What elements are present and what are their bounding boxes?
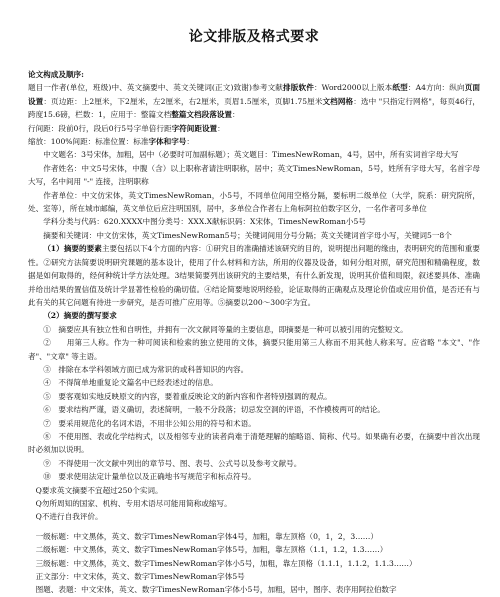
bold-text: 页面设置 [28, 83, 481, 106]
text: ：页边距：上2厘米，下2厘米，左2厘米，右2厘米，页眉1.5厘米，页脚1.75厘米 [43, 96, 323, 106]
paragraph [28, 497, 480, 510]
paragraph [28, 583, 480, 596]
paragraph [28, 229, 480, 242]
paragraph [28, 81, 480, 121]
text: ： [217, 123, 225, 133]
paragraph [28, 122, 480, 135]
text: ⑩ 要求使用法定计量单位以及正确地书写规范字和标点符号。 [43, 472, 256, 482]
paragraph [28, 242, 480, 309]
text: ⑥ 要求结构严谨，语义确切，表述简明，一般不分段落；切忌发空洞的评语，不作模棱两可的结论。 [43, 405, 385, 415]
text: ：A4方向：纵向 [407, 83, 465, 93]
paragraph [28, 336, 480, 363]
text: 学科分类与代码：620.XXXX中图分类号：XXX.X献标识码：X宋体，TimesNewRoman小5号 [43, 217, 366, 227]
text: Q勿所周知的国家、机构、专用术语尽可能用简称或缩写。 [35, 499, 232, 508]
paragraph [28, 417, 480, 430]
paragraph [28, 570, 480, 583]
text: 中文题名：3号宋体，加粗，居中（必要时可加副标题）；英文题目：TimesNewRoman，4号，居中，所有实词首字母大写 [43, 150, 459, 160]
paragraph [28, 376, 480, 389]
bold-text: 排版软件 [283, 83, 314, 93]
text: 正文部分：中文宋体，英文、数字TimesNewRoman字体5号 [35, 572, 245, 582]
bold-text: 字体和字号 [148, 137, 187, 147]
paragraph [28, 363, 480, 376]
paragraph [28, 470, 480, 483]
text: 图题、表题：中文宋体，英文、数字TimesNewRoman字体小5号，加粗，居中，图序、表序用阿拉伯数字 [35, 585, 397, 595]
text: Q不进行自我评价。 [35, 512, 103, 522]
paragraph [28, 484, 480, 497]
text: Q要求英文摘要不宜超过250个实词。 [35, 485, 163, 495]
paragraph [28, 430, 480, 457]
paragraph [28, 309, 480, 322]
paragraph [28, 557, 480, 570]
text: 一级标题：中文黑体，英文、数字TimesNewRoman字体4号，加粗，靠左顶格（0，1，2，3……） [35, 531, 378, 541]
text: ： [186, 137, 194, 147]
text: ：选中 "只指定行网格"，每页46行，跨度15.6磅，栏数：1，应用于：整篇文档 [28, 96, 481, 120]
text: 摘要和关键词：中文仿宋体，英文TimesNewRoman5号；关键词间用分号分隔；英文关键词首字母小写，关键词5一8个 [43, 230, 452, 240]
paragraph [28, 543, 480, 556]
bold-text: 摘要的撰写要求 [63, 311, 117, 321]
paragraph [28, 530, 480, 543]
text: 缩放：100%间距：标准位置：标准 [28, 137, 149, 147]
text: ③ 排除在本学科领域方面已成为常识的或科普知识的内容。 [43, 364, 249, 374]
bold-text: （2） [43, 311, 64, 321]
document-body [28, 68, 480, 597]
text: 作者姓名：中文5号宋体，中腹（含）以上职称者请注明职称，居中；英文TimesNewRoman，5号，姓所有字母大写，名首字母大写，名中间用 "-" 连接，注明职称 [28, 163, 480, 187]
text: ⑨ 不得使用一次文献中列出的章节号、图、表号、公式号以及参考文献号。 [43, 458, 302, 468]
text: ④ 不得简单地重复论文篇名中已经表述过的信息。 [43, 378, 218, 388]
text: 题目一作者(单位，班级)中、英文摘要中、英文关键词(正文)致谢)参考文献 [28, 83, 284, 93]
bold-text: 整篇文档段落设置 [171, 110, 232, 120]
paragraph [28, 68, 480, 81]
text: ① 摘要应具有独立性和自明性，并拥有一次文献同等量的主要信息，即摘要是一种可以被引用的完整短文。 [43, 324, 408, 334]
text: 主要包括以下4个方面的内容：①研究目的准确描述该研究的目的，说明提出问题的缘由，表明研究的范围和重要性。②研究方法简要说明研究课题的基本设计，使用了什么材料和方法，所用的仪器及设备，如何分组对照，研究范围和精确程度，数据是如何取得的，经何种统计学方法处理。3结果简要列出该研究的主要结果，有什么新发现，说明其价值和局限，叙述要具体、准确并给出结果的置信值及统计学显著性检验的确切值。④结论简要地说明经验，论证取得的正确观点及理论价值或应用价值，是否还有与此有关的其它问题有待进一步研究，是否可推广应用等。⑤摘要以200～300字为宜。 [28, 244, 480, 307]
bold-text: （1） [43, 244, 64, 254]
text: 行间距：段前0行，段后0行5号字单倍行距 [28, 123, 172, 133]
paragraph [28, 403, 480, 416]
paragraph [28, 390, 480, 403]
paragraph [28, 189, 480, 216]
bold-text: 字符间距设置 [171, 123, 218, 133]
text: ： [232, 110, 240, 120]
paragraph [28, 323, 480, 336]
paragraph [28, 457, 480, 470]
document-title: 论文排版及格式要求 [188, 29, 320, 45]
text: 三级标题：中文黑体，英文、数字TimesNewRoman字体小5号，加粗，靠左顶格（1.1.1，1.1.2，1.1.3……） [35, 558, 417, 568]
text: 作者单位：中文仿宋体，英文TimesNewRoman，小5号，不同单位间用空格分隔，要标明二级单位（大学，院系：研究院所，处、室等），所在城市邮编，英文单位后应注明国别，居中，多单位合作者右上角标阿拉伯数字区分，一名作者可多单位 [28, 190, 480, 214]
paragraph [28, 162, 480, 189]
paragraph [28, 135, 480, 148]
text: 二级标题：中文黑体，英文、数字TimesNewRoman字体5号，加粗，靠左顶格（1.1，1.2，1.3……） [35, 545, 388, 555]
text: ⑧ 不使用图、表或化学结构式，以及相邻专业的读者尚难于清楚理解的缩略语、简称、代号。如果确有必要，在摘要中首次出现时必须加以说明。 [28, 431, 480, 455]
paragraph [28, 215, 480, 228]
text: ⑤ 要客观如实地反映原文的内容，要着重反映论文的新内容和作者特别强调的观点。 [43, 391, 332, 401]
bold-text: 文档网格 [322, 96, 354, 106]
text: ⑦ 要采用规范化的名词术语，不用非公知公用的符号和术语。 [43, 418, 256, 428]
bold-text: 摘要的要素 [63, 244, 102, 254]
bold-text: 论文构成及顺序: [28, 70, 84, 79]
paragraph [28, 510, 480, 523]
text: ：Word2000以上版本 [313, 83, 393, 93]
bold-text: 纸型 [392, 83, 408, 93]
paragraph [28, 148, 480, 161]
text: ② 用第三人称。作为一种可阅读和检索的独立使用的文体，摘要只能用第三人称而不用其他人称来写。应省略 "本文"、"作者"、"文章" 等主语。 [28, 338, 480, 361]
